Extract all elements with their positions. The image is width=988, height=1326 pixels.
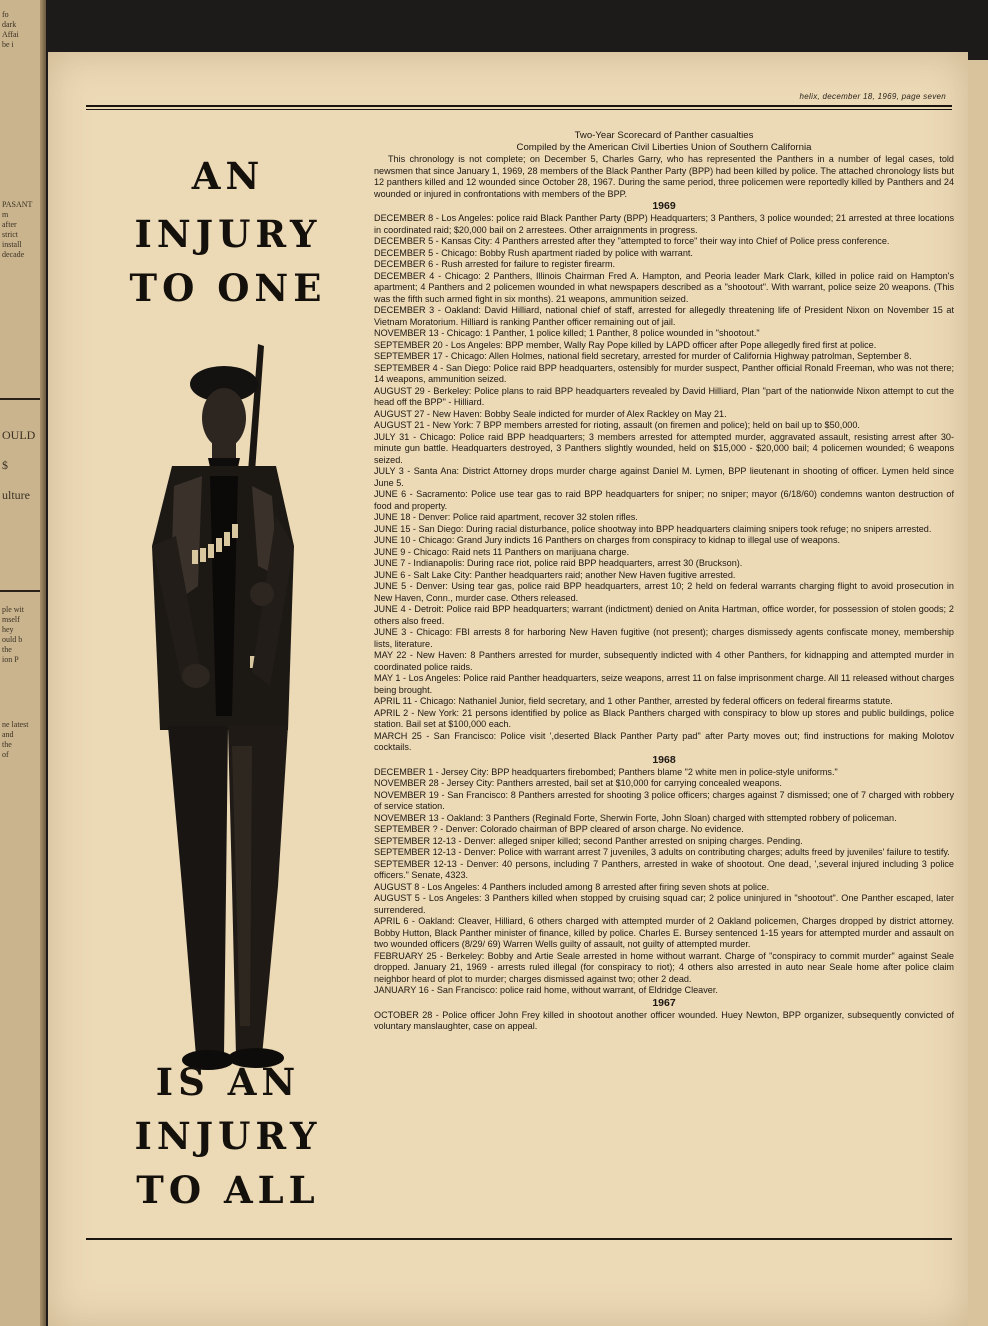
article-title: Two-Year Scorecard of Panther casualties (574, 130, 754, 141)
chronology-entry: JUNE 6 - Sacramento: Police use tear gas to raid BPP headquarters for sniper; no sniper; mayor (6/18/60) condemns wanton destruction of food and property. (374, 489, 954, 511)
chronology-entry: DECEMBER 1 - Jersey City: BPP headquarters firebombed; Panthers blame "2 white men in police-style uniforms." (374, 766, 838, 777)
slogan-top-line-1: AN (191, 154, 265, 198)
facing-page-text-4: ne latest and the of (2, 720, 29, 759)
chronology-entry: DECEMBER 5 - Chicago: Bobby Rush apartment riaded by police with warrant. (374, 247, 693, 258)
chronology-entry: SEPTEMBER 12-13 - Denver: 40 persons, including 7 Panthers, arrested in wake of shootout. One dead, ',several injured including 3 police officers." Senate, 4323. (374, 858, 954, 880)
chronology-entry: DECEMBER 6 - Rush arrested for failure to register firearm. (374, 259, 616, 269)
chronology-entry: JANUARY 16 - San Francisco: police raid home, without warrant, of Eldridge Cleaver. (374, 985, 718, 995)
chronology-entry: JUNE 7 - Indianapolis: During race riot, police raid BPP headquarters, arrest 30 (Bruckson). (374, 558, 743, 568)
chronology-entry: SEPTEMBER 12-13 - Denver: alleged sniper killed; second Panther arrested on sniping charges. Pending. (374, 835, 803, 846)
chronology-entry: OCTOBER 28 - Police officer John Frey killed in shootout another officer wounded. Huey Newton, BPP organizer, subsequently convicted of voluntary manslaughter, case on appeal. (374, 1009, 954, 1031)
chronology-entry: AUGUST 21 - New York: 7 BPP members arrested for rioting, assault (on firemen and police); held on bail up to $50,000. (374, 420, 860, 430)
facing-page-ad-box (0, 398, 42, 592)
article-column (374, 130, 954, 1033)
article-subtitle: Compiled by the American Civil Liberties Union of Southern California (516, 141, 812, 153)
slogan-bottom-line-1: IS AN (155, 1060, 301, 1104)
chronology-entry: SEPTEMBER 4 - San Diego: Police raid BPP headquarters, ostensibly for murder suspect, Panther official Ronald Freeman, who was not there; 14 weapons, ammunition seized. (374, 362, 954, 384)
chronology-entry: AUGUST 8 - Los Angeles: 4 Panthers included among 8 arrested after firing seven shots at police. (374, 881, 770, 892)
facing-page-text-1: fo dark Affai be i (2, 10, 19, 49)
chronology-entry: JUNE 10 - Chicago: Grand Jury indicts 16 Panthers on charges from conspiracy to kidnap to illegal use of weapons. (374, 535, 841, 545)
chronology-entry: JULY 31 - Chicago: Police raid BPP headquarters; 3 members arrested for attempted murder, aggravated assault, resisting arrest after 30-minute gun battle. Headquarters destroyed, 3 Panthers slightly wounded, held on $15,000 - $20,000 bail; 4 policemen wounded; 6 weapons seized. (374, 431, 954, 465)
chronology-entry: JUNE 5 - Denver: Using tear gas, police raid BPP headquarters, arrest 10; 2 held on federal warrants charging flight to avoid prosecution in New Haven, Conn., murder case. Others released. (374, 581, 954, 603)
chronology-entry: NOVEMBER 28 - Jersey City: Panthers arrested, bail set at $10,000 for carrying concealed weapons. (374, 778, 782, 788)
chronology-entry: AUGUST 5 - Los Angeles: 3 Panthers killed when stopped by cruising squad car; 2 police uninjured in "shootout". One Panther escaped, later surrendered. (374, 893, 954, 915)
panther-photo (112, 326, 352, 1082)
chronology-entry: APRIL 11 - Chicago: Nathaniel Junior, field secretary, and 1 other Panther, arrested by federal officers on federal firearms statute. (374, 696, 893, 706)
facing-page-ad-text: OULD $ ulture (2, 428, 36, 502)
chronology-entry: DECEMBER 3 - Oakland: David Hilliard, national chief of staff, arrested for allegedly threatening life of President Nixon on November 15 at Vietnam Moratorium. Hilliard is ranking Panther officer remaining out of jail. (374, 305, 954, 327)
chronology-entry: APRIL 2 - New York: 21 persons identified by police as Black Panthers charged with conspiracy to blow up stores and public buildings, police station. Bail set at $100,000 each. (374, 707, 954, 729)
slogan-top-line-3: TO ONE (129, 266, 327, 310)
chronology-entry: NOVEMBER 13 - Chicago: 1 Panther, 1 police killed; 1 Panther, 8 police wounded in "shootout." (374, 328, 760, 338)
underlying-page-edge (966, 60, 988, 1326)
slogan-bottom-line-2: INJURY (134, 1114, 322, 1158)
year-heading: 1969 (652, 200, 676, 212)
chronology-entry: JUNE 6 - Salt Lake City: Panther headquarters raid; another New Haven fugitive arrested. (374, 569, 736, 580)
facing-page-text-2: PASANT m after strict install decade (2, 200, 33, 259)
chronology-entry: SEPTEMBER 17 - Chicago: Allen Holmes, national field secretary, arrested for murder of California Highway patrolman, September 8. (374, 351, 912, 361)
chronology-entry: JUNE 15 - San Diego: During racial disturbance, police shootway into BPP headquarters claiming snipers took refuge; no snipers arrested. (374, 523, 932, 534)
chronology-entry: JUNE 4 - Detroit: Police raid BPP headquarters; warrant (indictment) denied on Anita Hartman, office worder, for possession of stolen goods; 2 others also freed. (374, 604, 954, 626)
top-rule (86, 105, 952, 110)
facing-page-edge (0, 0, 46, 1326)
bottom-rule (86, 1238, 952, 1240)
chronology-entry: FEBRUARY 25 - Berkeley: Bobby and Artie Seale arrested in home without warrant. Charge of "conspiracy to commit murder" against Seale dropped. January 21, 1969 - arrests ruled illegal (for conspiracy to riot); 4 others also arrested in auto near Seale home after police claim neighbor heard of plot to murder; charges dismissed against two; other 2 dead. (374, 950, 954, 984)
newspaper-page (48, 52, 968, 1326)
facing-page-text-3: ple wit mself hey ould b the ion P (2, 605, 24, 664)
chronology-entry: JUNE 9 - Chicago: Raid nets 11 Panthers on marijuana charge. (374, 546, 630, 557)
chronology-entry: JUNE 18 - Denver: Police raid apartment, recover 32 stolen rifles. (374, 512, 638, 522)
chronology-entry: MARCH 25 - San Francisco: Police visit ',deserted Black Panther Party pad" after Party moves out; find instructions for making Molotov cocktails. (374, 730, 954, 752)
chronology-entry: MAY 1 - Los Angeles: Police raid Panther headquarters, seize weapons, arrest 11 on false imprisonment charge. All 11 released without charges being brought. (374, 673, 954, 695)
year-heading: 1968 (652, 753, 676, 766)
chronology-entry: AUGUST 29 - Berkeley: Police plans to raid BPP headquarters revealed by David Hilliard, Plan "part of the nationwide Nixon attempt to cut the head off the BPP" - Hilliard. (374, 385, 954, 407)
chronology-entry: JUNE 3 - Chicago: FBI arrests 8 for harboring New Haven fugitive (not present); charges dismissedy agents confiscate money, membership lists, literature. (374, 627, 954, 649)
chronology (374, 200, 954, 1033)
chronology-entry: SEPTEMBER 20 - Los Angeles: BPP member, Wally Ray Pope killed by LAPD officer after Pope allegedly fired first at police. (374, 339, 877, 350)
article-intro: This chronology is not complete; on December 5, Charles Garry, who has represented the Panthers in a number of legal cases, told newsmen that since January 1, 1969, 28 members of the Black Panther Party (BPP) had been killed by police. The attached chronology lists but 12 panthers killed and 12 wounded since October 28, 1967. During the same period, three policemen were reportedly killed by Panthers and 24 wounded or injured in confrontations with members of the BPP. (374, 154, 954, 199)
chronology-entry: SEPTEMBER ? - Denver: Colorado chairman of BPP cleared of arson charge. No evidence. (374, 824, 744, 834)
page-gutter (40, 0, 46, 1326)
chronology-entry: JULY 3 - Santa Ana: District Attorney drops murder charge against Daniel M. Lymen, BPP lieutenant in shooting of officer. Lymen held since June 5. (374, 466, 954, 488)
chronology-entry: AUGUST 27 - New Haven: Bobby Seale indicted for murder of Alex Rackley on May 21. (374, 408, 727, 419)
chronology-entry: MAY 22 - New Haven: 8 Panthers arrested for murder, subsequently indicted with 4 other Panthers, for kidnapping and attempted murder in coordinated police raids. (374, 650, 954, 672)
chronology-entry: APRIL 6 - Oakland: Cleaver, Hilliard, 6 others charged with attempted murder of 2 Oakland policemen, Charges dropped by district attorney. Bobby Hutton, Black Panther minister of finance, killed by police. Charles E. Bursey sentenced 1-15 years for attempted murder and assault on two wounded officers (8/29/ 69) Warren Wells guilty of assault, not guilty of attempted murder. (374, 916, 954, 949)
chronology-entry: NOVEMBER 19 - San Francisco: 8 Panthers arrested for shooting 3 police officers; charges against 7 dismissed; one of 7 charged with robbery of service station. (374, 789, 954, 811)
year-heading: 1967 (652, 996, 676, 1009)
slogan-top-line-2: INJURY (134, 212, 322, 256)
chronology-entry: DECEMBER 4 - Chicago: 2 Panthers, Illinois Chairman Fred A. Hampton, and Peoria leader Mark Clark, killed in police raid on Hampton's apartment; 4 Panthers and 2 policemen wounded in what newspapers described as a "shootout". With warrant, police seize 20 weapons. (This was the fifth such armed fight in six months). 21 weapons, ammunition seized. (374, 270, 954, 304)
chronology-entry: SEPTEMBER 12-13 - Denver: Police with warrant arrest 7 juveniles, 3 adults on contributing charges; adults freed by juveniles' failure to testify. (374, 847, 950, 857)
chronology-entry: DECEMBER 5 - Kansas City: 4 Panthers arrested after they "attempted to force" their way into Chief of Police press conference. (374, 236, 890, 246)
slogan-bottom-line-3: TO ALL (136, 1168, 320, 1212)
page-header: helix, december 18, 1969, page seven (799, 92, 946, 101)
chronology-entry: NOVEMBER 13 - Oakland: 3 Panthers (Reginald Forte, Sherwin Forte, John Sloan) charged with sttempted robbery of policeman. (374, 812, 897, 823)
chronology-entry: DECEMBER 8 - Los Angeles: police raid Black Panther Party (BPP) Headquarters; 3 Panthers, 3 police wounded; 21 arrested at three locations in coordinated raid; $20,000 bail on 2 arrestees. Other arraignments in progress. (374, 213, 954, 235)
